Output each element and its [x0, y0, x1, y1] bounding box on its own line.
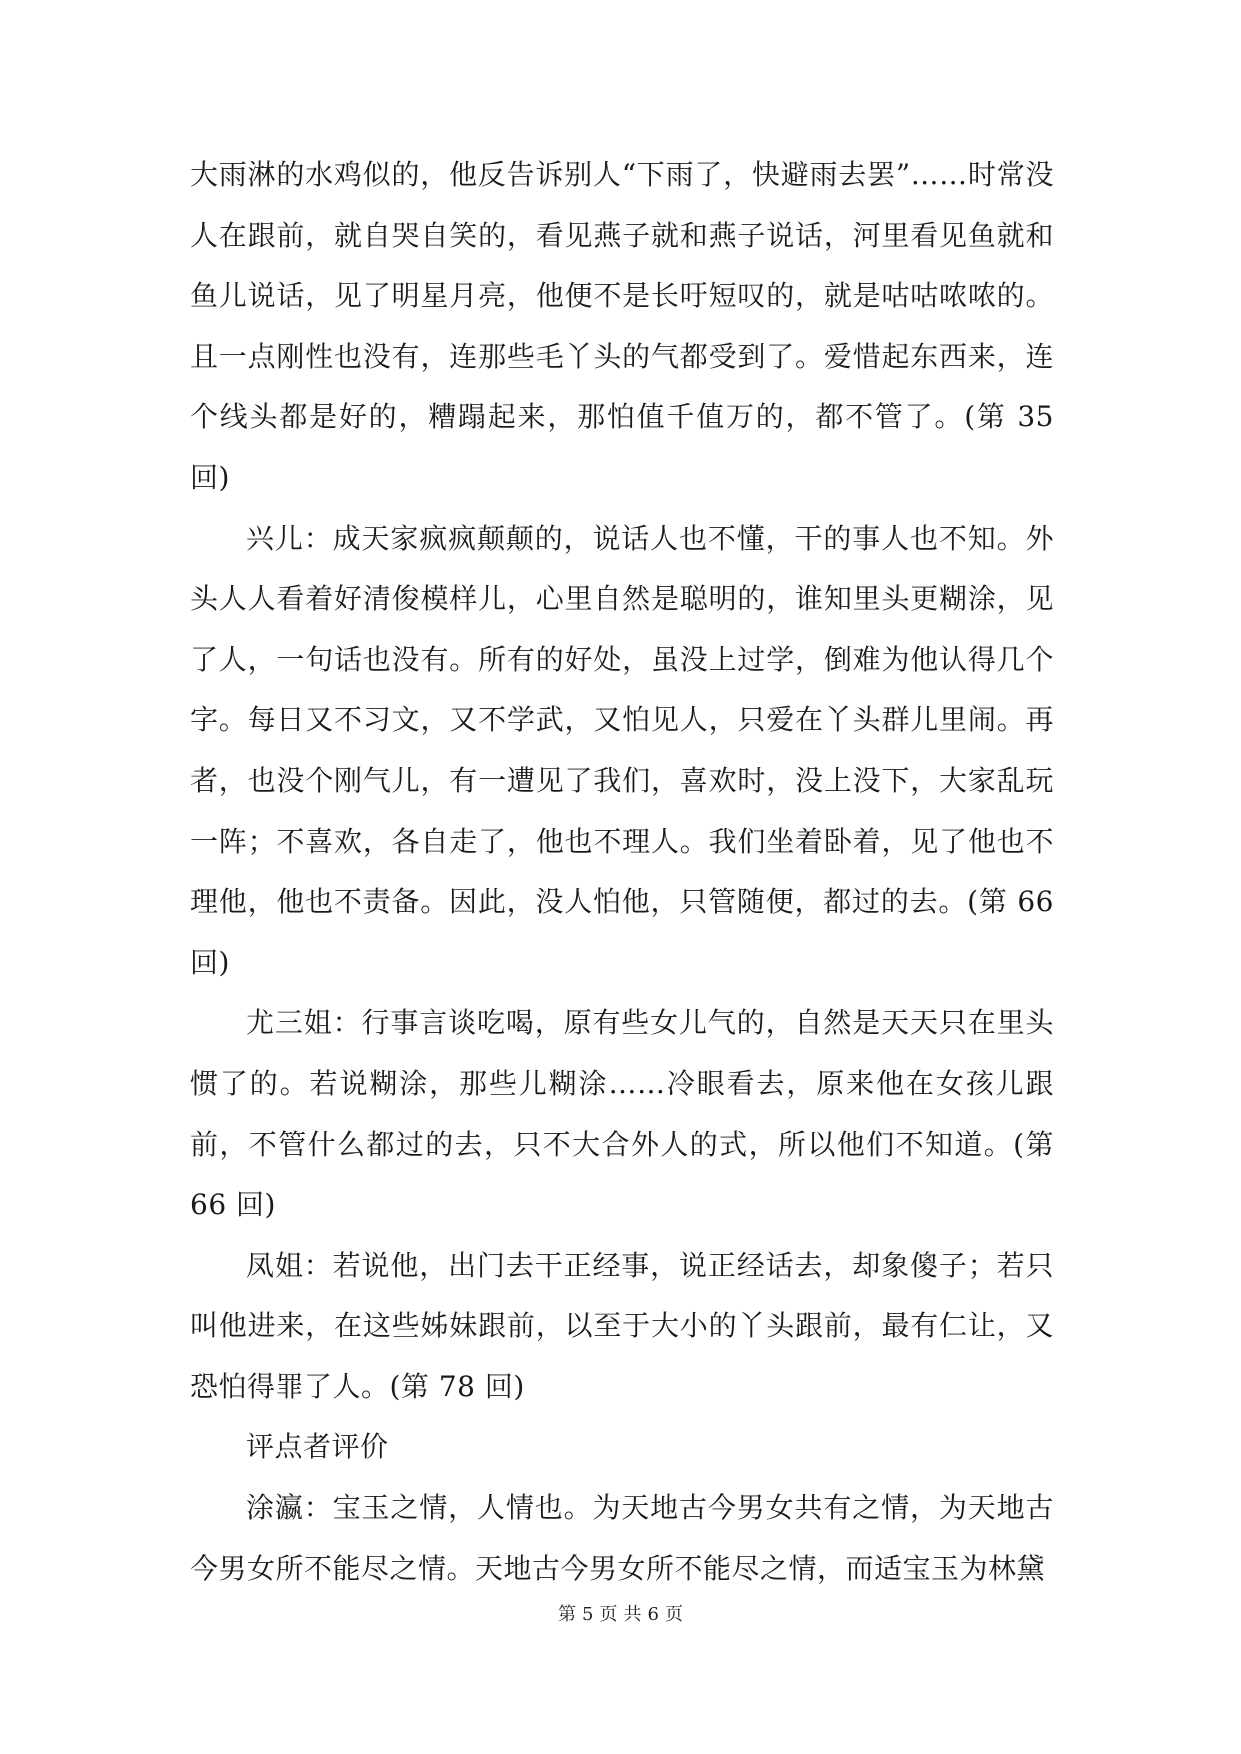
footer-page-word: 页	[599, 1604, 618, 1625]
paragraph-2: 兴儿：成天家疯疯颠颠的，说话人也不懂，干的事人也不知。外头人人看着好清俊模样儿，心里自然是聪明的，谁知里头更糊涂，见了人，一句话也没有。所有的好处，虽没上过学，倒难为他认得几个字。每日又不习文，又不学武，又怕见人，只爱在丫头群儿里闹。再者，也没个刚气儿，有一遭见了我们，喜欢时，没上没下，大家乱玩一阵；不喜欢，各自走了，他也不理人。我们坐着卧着，见了他也不理他，他也不责备。因此，没人怕他，只管随便，都过的去。(第 66 回)	[190, 521, 1054, 979]
page-footer	[0, 1600, 1241, 1626]
paragraph-5: 涂瀛：宝玉之情，人情也。为天地古今男女共有之情，为天地古今男女所不能尽之情。天地古今男女所不能尽之情，而适宝玉为林黛	[190, 1491, 1054, 1585]
footer-prefix: 第	[558, 1604, 577, 1625]
paragraph-4: 凤姐：若说他，出门去干正经事，说正经话去，却象傻子；若只叫他进来，在这些姊妹跟前，以至于大小的丫头跟前，最有仁让，又恐怕得罪了人。(第 78 回)	[190, 1248, 1054, 1403]
footer-suffix: 页	[664, 1604, 683, 1625]
paragraph-3: 尤三姐：行事言谈吃喝，原有些女儿气的，自然是天天只在里头惯了的。若说糊涂，那些儿糊涂……冷眼看去，原来他在女孩儿跟前，不管什么都过的去，只不大合外人的式，所以他们不知道。(第 66 回)	[190, 1006, 1054, 1222]
footer-total-pages: 6	[647, 1604, 659, 1625]
paragraph-1: 大雨淋的水鸡似的，他反告诉别人“下雨了，快避雨去罢”……时常没人在跟前，就自哭自笑的，看见燕子就和燕子说话，河里看见鱼就和鱼儿说话，见了明星月亮，他便不是长吁短叹的，就是咕咕哝哝的。且一点刚性也没有，连那些毛丫头的气都受到了。爱惜起东西来，连个线头都是好的，糟蹋起来，那怕值千值万的，都不管了。(第 35 回)	[190, 158, 1054, 494]
footer-total-word: 共	[623, 1604, 642, 1625]
document-body	[190, 145, 1054, 1599]
footer-current-page: 5	[582, 1604, 594, 1625]
section-heading: 评点者评价	[246, 1430, 389, 1464]
